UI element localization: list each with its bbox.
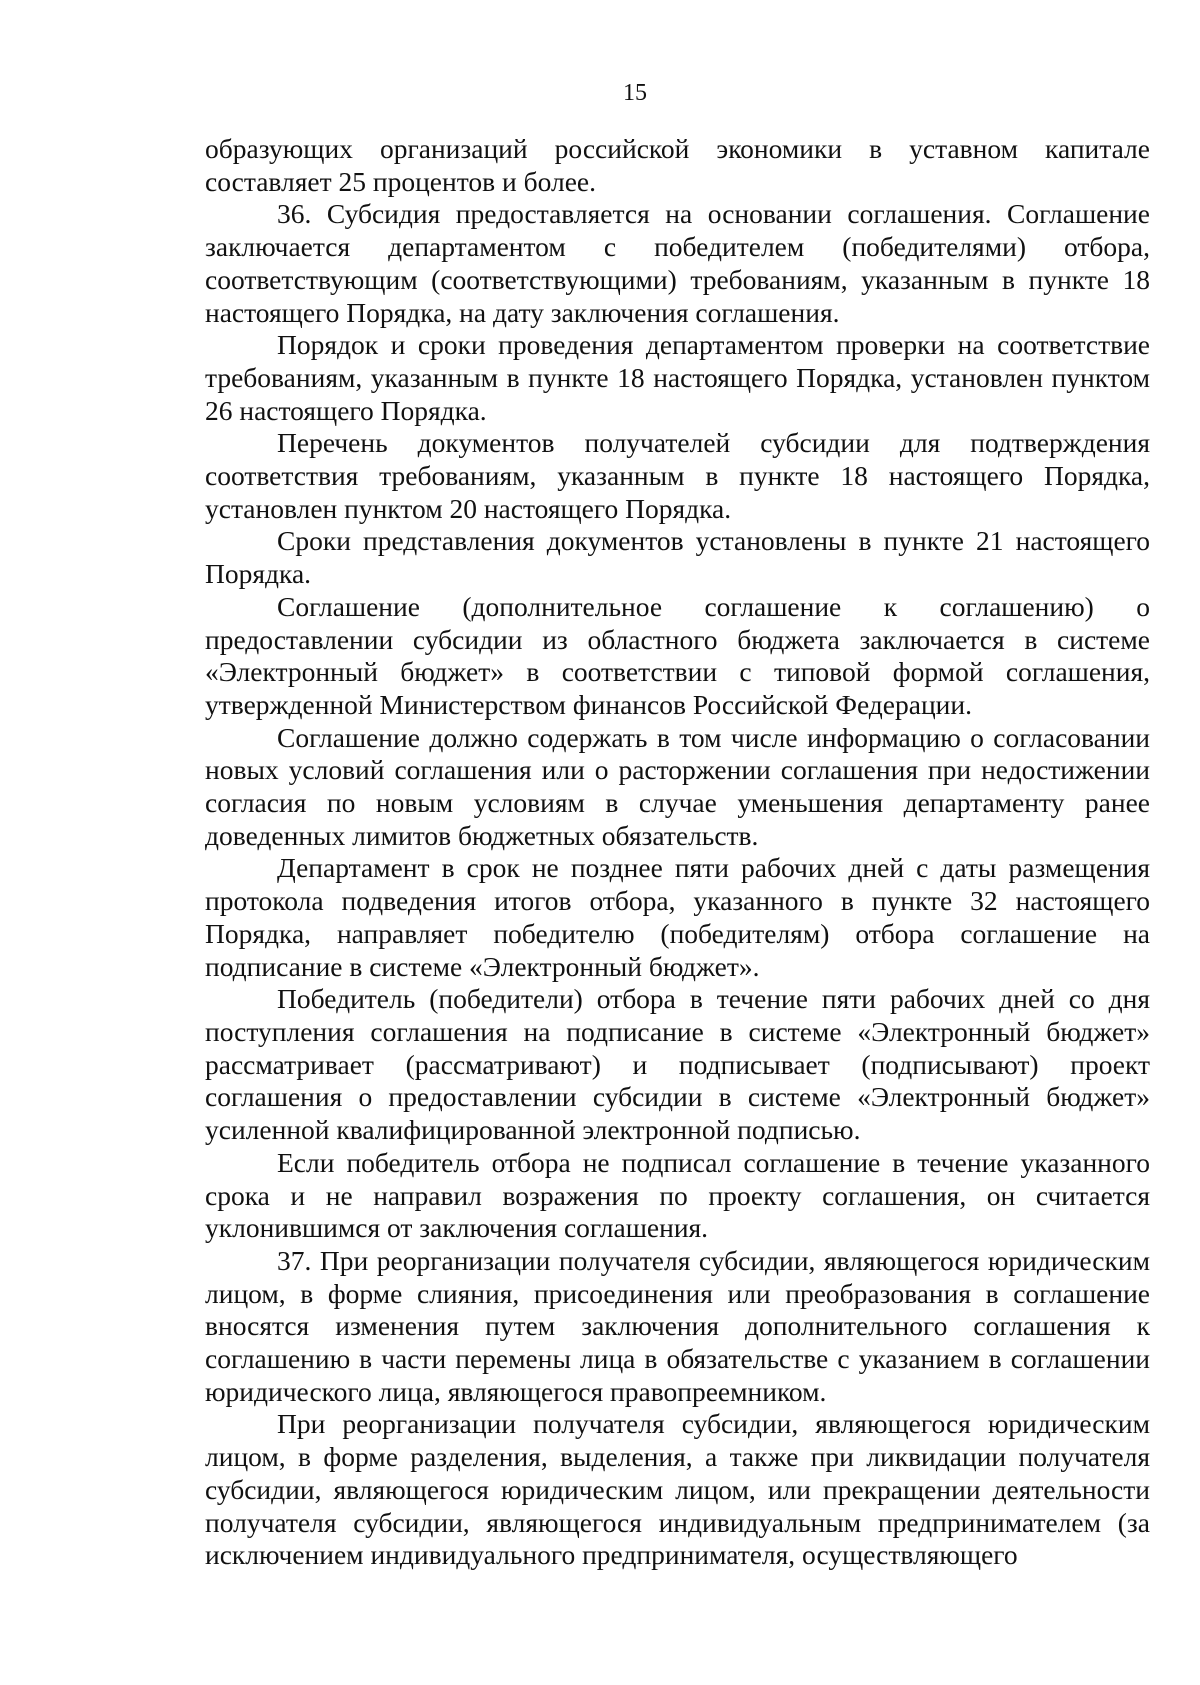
page-number: 15	[623, 80, 647, 106]
document-body	[205, 133, 1150, 1572]
paragraph-reorganization: При реорганизации получателя субсидии, являющегося юридическим лицом, в форме разделения, выделения, а также при ликвидации получателя субсидии, являющегося юридическим лицом, или прекращении деятельности получателя субсидии, являющегося индивидуальным предпринимателем (за исключением индивидуального предпринимателя, осуществляющего	[205, 1408, 1150, 1571]
paragraph-clause-36: 36. Субсидия предоставляется на основании соглашения. Соглашение заключается департаментом с победителем (победителями) отбора, соответствующим (соответствующими) требованиям, указанным в пункте 18 настоящего Порядка, на дату заключения соглашения.	[205, 198, 1150, 328]
paragraph-verification-procedure: Порядок и сроки проведения департаментом проверки на соответствие требованиям, указанным в пункте 18 настоящего Порядка, установлен пунктом 26 настоящего Порядка.	[205, 329, 1150, 426]
paragraph-evasion: Если победитель отбора не подписал соглашение в течение указанного срока и не направил возражения по проекту соглашения, он считается уклонившимся от заключения соглашения.	[205, 1146, 1150, 1244]
paragraph-submission-terms: Сроки представления документов установлены в пункте 21 настоящего Порядка.	[205, 525, 1150, 590]
paragraph-winner-signing: Победитель (победители) отбора в течение пяти рабочих дней со дня поступления соглашения на подписание в системе «Электронный бюджет» рассматривает (рассматривают) и подписывает (подписывают) проект соглашения о предоставлении субсидии в системе «Электронный бюджет» усиленной квалифицированной электронной подписью.	[205, 983, 1150, 1146]
paragraph-department-deadline: Департамент в срок не позднее пяти рабочих дней с даты размещения протокола подведения итогов отбора, указанного в пункте 32 настоящего Порядка, направляет победителю (победителям) отбора соглашение на подписание в системе «Электронный бюджет».	[205, 852, 1150, 982]
paragraph-continuation: образующих организаций российской экономики в уставном капитале составляет 25 процентов и более.	[205, 133, 1150, 197]
paragraph-document-list: Перечень документов получателей субсидии для подтверждения соответствия требованиям, указанным в пункте 18 настоящего Порядка, установлен пунктом 20 настоящего Порядка.	[205, 427, 1150, 524]
paragraph-agreement-system: Соглашение (дополнительное соглашение к соглашению) о предоставлении субсидии из областного бюджета заключается в системе «Электронный бюджет» в соответствии с типовой формой соглашения, утвержденной Министерством финансов Российской Федерации.	[205, 590, 1150, 720]
paragraph-agreement-content: Соглашение должно содержать в том числе информацию о согласовании новых условий соглашения или о расторжении соглашения при недостижении согласия по новым условиям в случае уменьшения департаменту ранее доведенных лимитов бюджетных обязательств.	[205, 721, 1150, 851]
paragraph-clause-37: 37. При реорганизации получателя субсидии, являющегося юридическим лицом, в форме слияния, присоединения или преобразования в соглашение вносятся изменения путем заключения дополнительного соглашения к соглашению в части перемены лица в обязательстве с указанием в соглашении юридического лица, являющегося правопреемником.	[205, 1244, 1150, 1407]
